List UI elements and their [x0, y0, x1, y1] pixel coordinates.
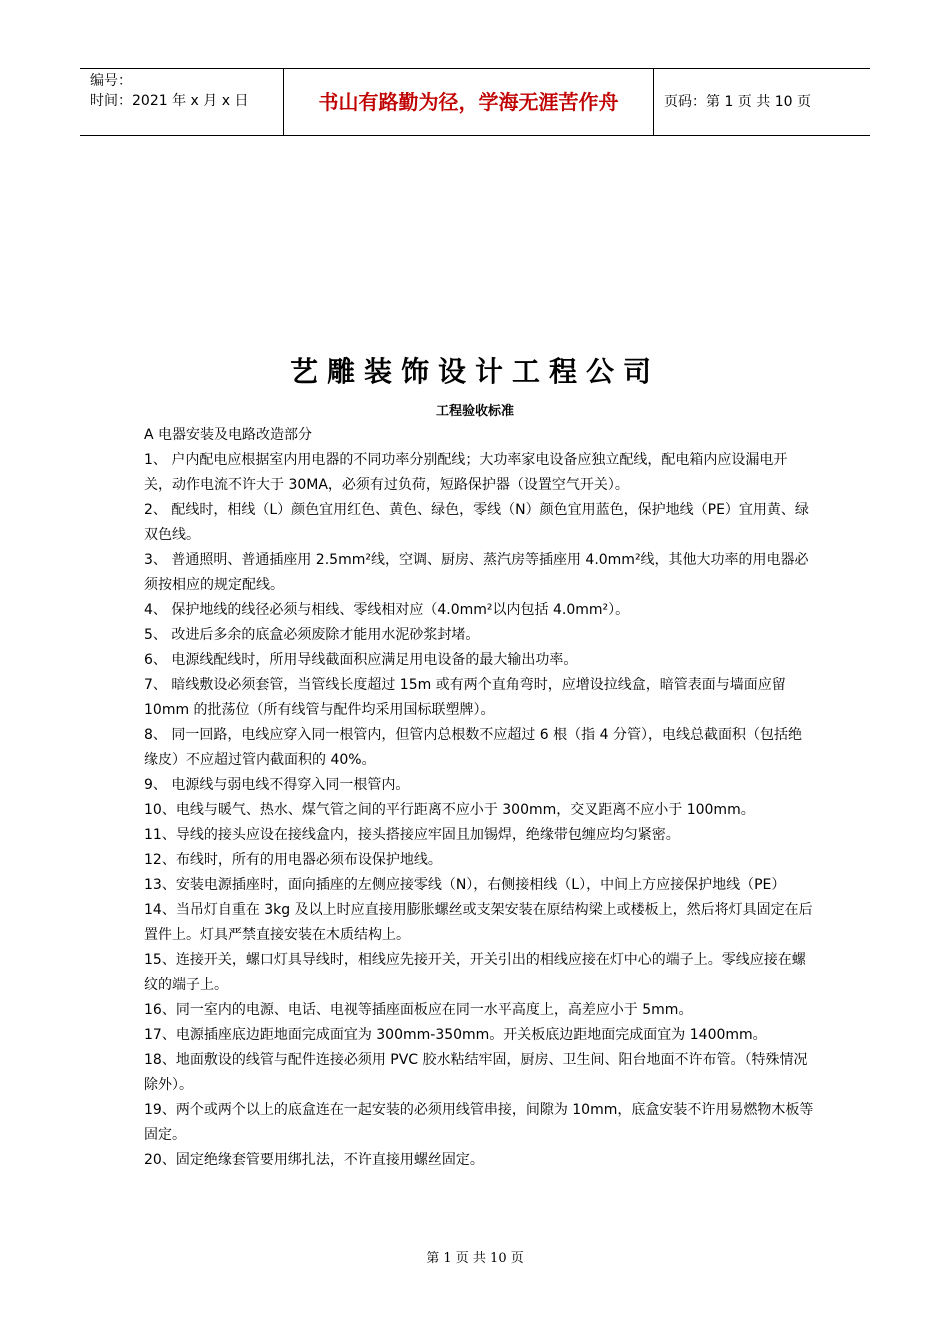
list-item: 11、导线的接头应设在接线盒内，接头搭接应牢固且加锡焊，绝缘带包缠应均匀紧密。 — [144, 827, 680, 843]
document-number-label: 编号： — [90, 73, 132, 89]
list-item: 2、 配线时，相线（L）颜色宜用红色、黄色、绿色，零线（N）颜色宜用蓝色，保护地线（PE）宜用黄、绿双色线。 — [144, 502, 809, 543]
document-body — [144, 423, 814, 1173]
page-footer: 第 1 页 共 10 页 — [426, 1251, 524, 1266]
list-item: 15、连接开关，螺口灯具导线时，相线应先接开关，开关引出的相线应接在灯中心的端子上。零线应接在螺纹的端子上。 — [144, 952, 806, 993]
list-item: 19、两个或两个以上的底盒连在一起安装的必须用线管串接，间隙为 10mm，底盒安装不许用易燃物木板等固定。 — [144, 1102, 814, 1143]
list-item: 5、 改进后多余的底盒必须废除才能用水泥砂浆封堵。 — [144, 627, 480, 643]
list-item: 1、 户内配电应根据室内用电器的不同功率分别配线；大功率家电设备应独立配线，配电箱内应设漏电开关，动作电流不许大于 30MA，必须有过负荷，短路保护器（设置空气开关）。 — [144, 452, 788, 493]
list-item: 4、 保护地线的线径必须与相线、零线相对应（4.0mm²以内包括 4.0mm²）。 — [144, 602, 630, 618]
page-header — [80, 68, 870, 136]
list-item: 14、当吊灯自重在 3kg 及以上时应直接用膨胀螺丝或支架安装在原结构梁上或楼板上，然后将灯具固定在后置件上。灯具严禁直接安装在木质结构上。 — [144, 902, 813, 943]
list-item: 3、 普通照明、普通插座用 2.5mm²线，空调、厨房、蒸汽房等插座用 4.0mm²线，其他大功率的用电器必须按相应的规定配线。 — [144, 552, 809, 593]
header-motto: 书山有路勤为径，学海无涯苦作舟 — [283, 69, 654, 135]
list-item: 18、地面敷设的线管与配件连接必须用 PVC 胶水粘结牢固，厨房、卫生间、阳台地面不许布管。（特殊情况除外）。 — [144, 1052, 808, 1093]
list-item: 9、 电源线与弱电线不得穿入同一根管内。 — [144, 777, 410, 793]
document-date: 时间：2021 年 x 月 x 日 — [90, 93, 249, 109]
header-meta — [80, 69, 283, 135]
header-page-info: 页码：第 1 页 共 10 页 — [664, 94, 811, 110]
section-heading: A 电器安装及电路改造部分 — [144, 427, 313, 443]
list-item: 16、同一室内的电源、电话、电视等插座面板应在同一水平高度上，高差应小于 5mm。 — [144, 1002, 693, 1018]
list-item: 6、 电源线配线时，所用导线截面积应满足用电设备的最大输出功率。 — [144, 652, 578, 668]
list-item: 10、电线与暖气、热水、煤气管之间的平行距离不应小于 300mm，交叉距离不应小于 100mm。 — [144, 802, 755, 818]
list-item: 8、 同一回路，电线应穿入同一根管内，但管内总根数不应超过 6 根（指 4 分管），电线总截面积（包括绝缘皮）不应超过管内截面积的 40%。 — [144, 727, 802, 768]
list-item: 17、电源插座底边距地面完成面宜为 300mm-350mm。开关板底边距地面完成面宜为 1400mm。 — [144, 1027, 767, 1043]
list-item: 13、安装电源插座时，面向插座的左侧应接零线（N），右侧接相线（L），中间上方应接保护地线（PE） — [144, 877, 786, 893]
company-title: 艺雕装饰设计工程公司 — [289, 355, 660, 388]
list-item: 12、布线时，所有的用电器必须布设保护地线。 — [144, 852, 442, 868]
document-subtitle: 工程验收标准 — [435, 404, 514, 419]
list-item: 20、固定绝缘套管要用绑扎法，不许直接用螺丝固定。 — [144, 1152, 484, 1168]
list-item: 7、 暗线敷设必须套管，当管线长度超过 15m 或有两个直角弯时，应增设拉线盒，暗管表面与墙面应留 10mm 的批荡位（所有线管与配件均采用国标联塑牌）。 — [144, 677, 786, 718]
